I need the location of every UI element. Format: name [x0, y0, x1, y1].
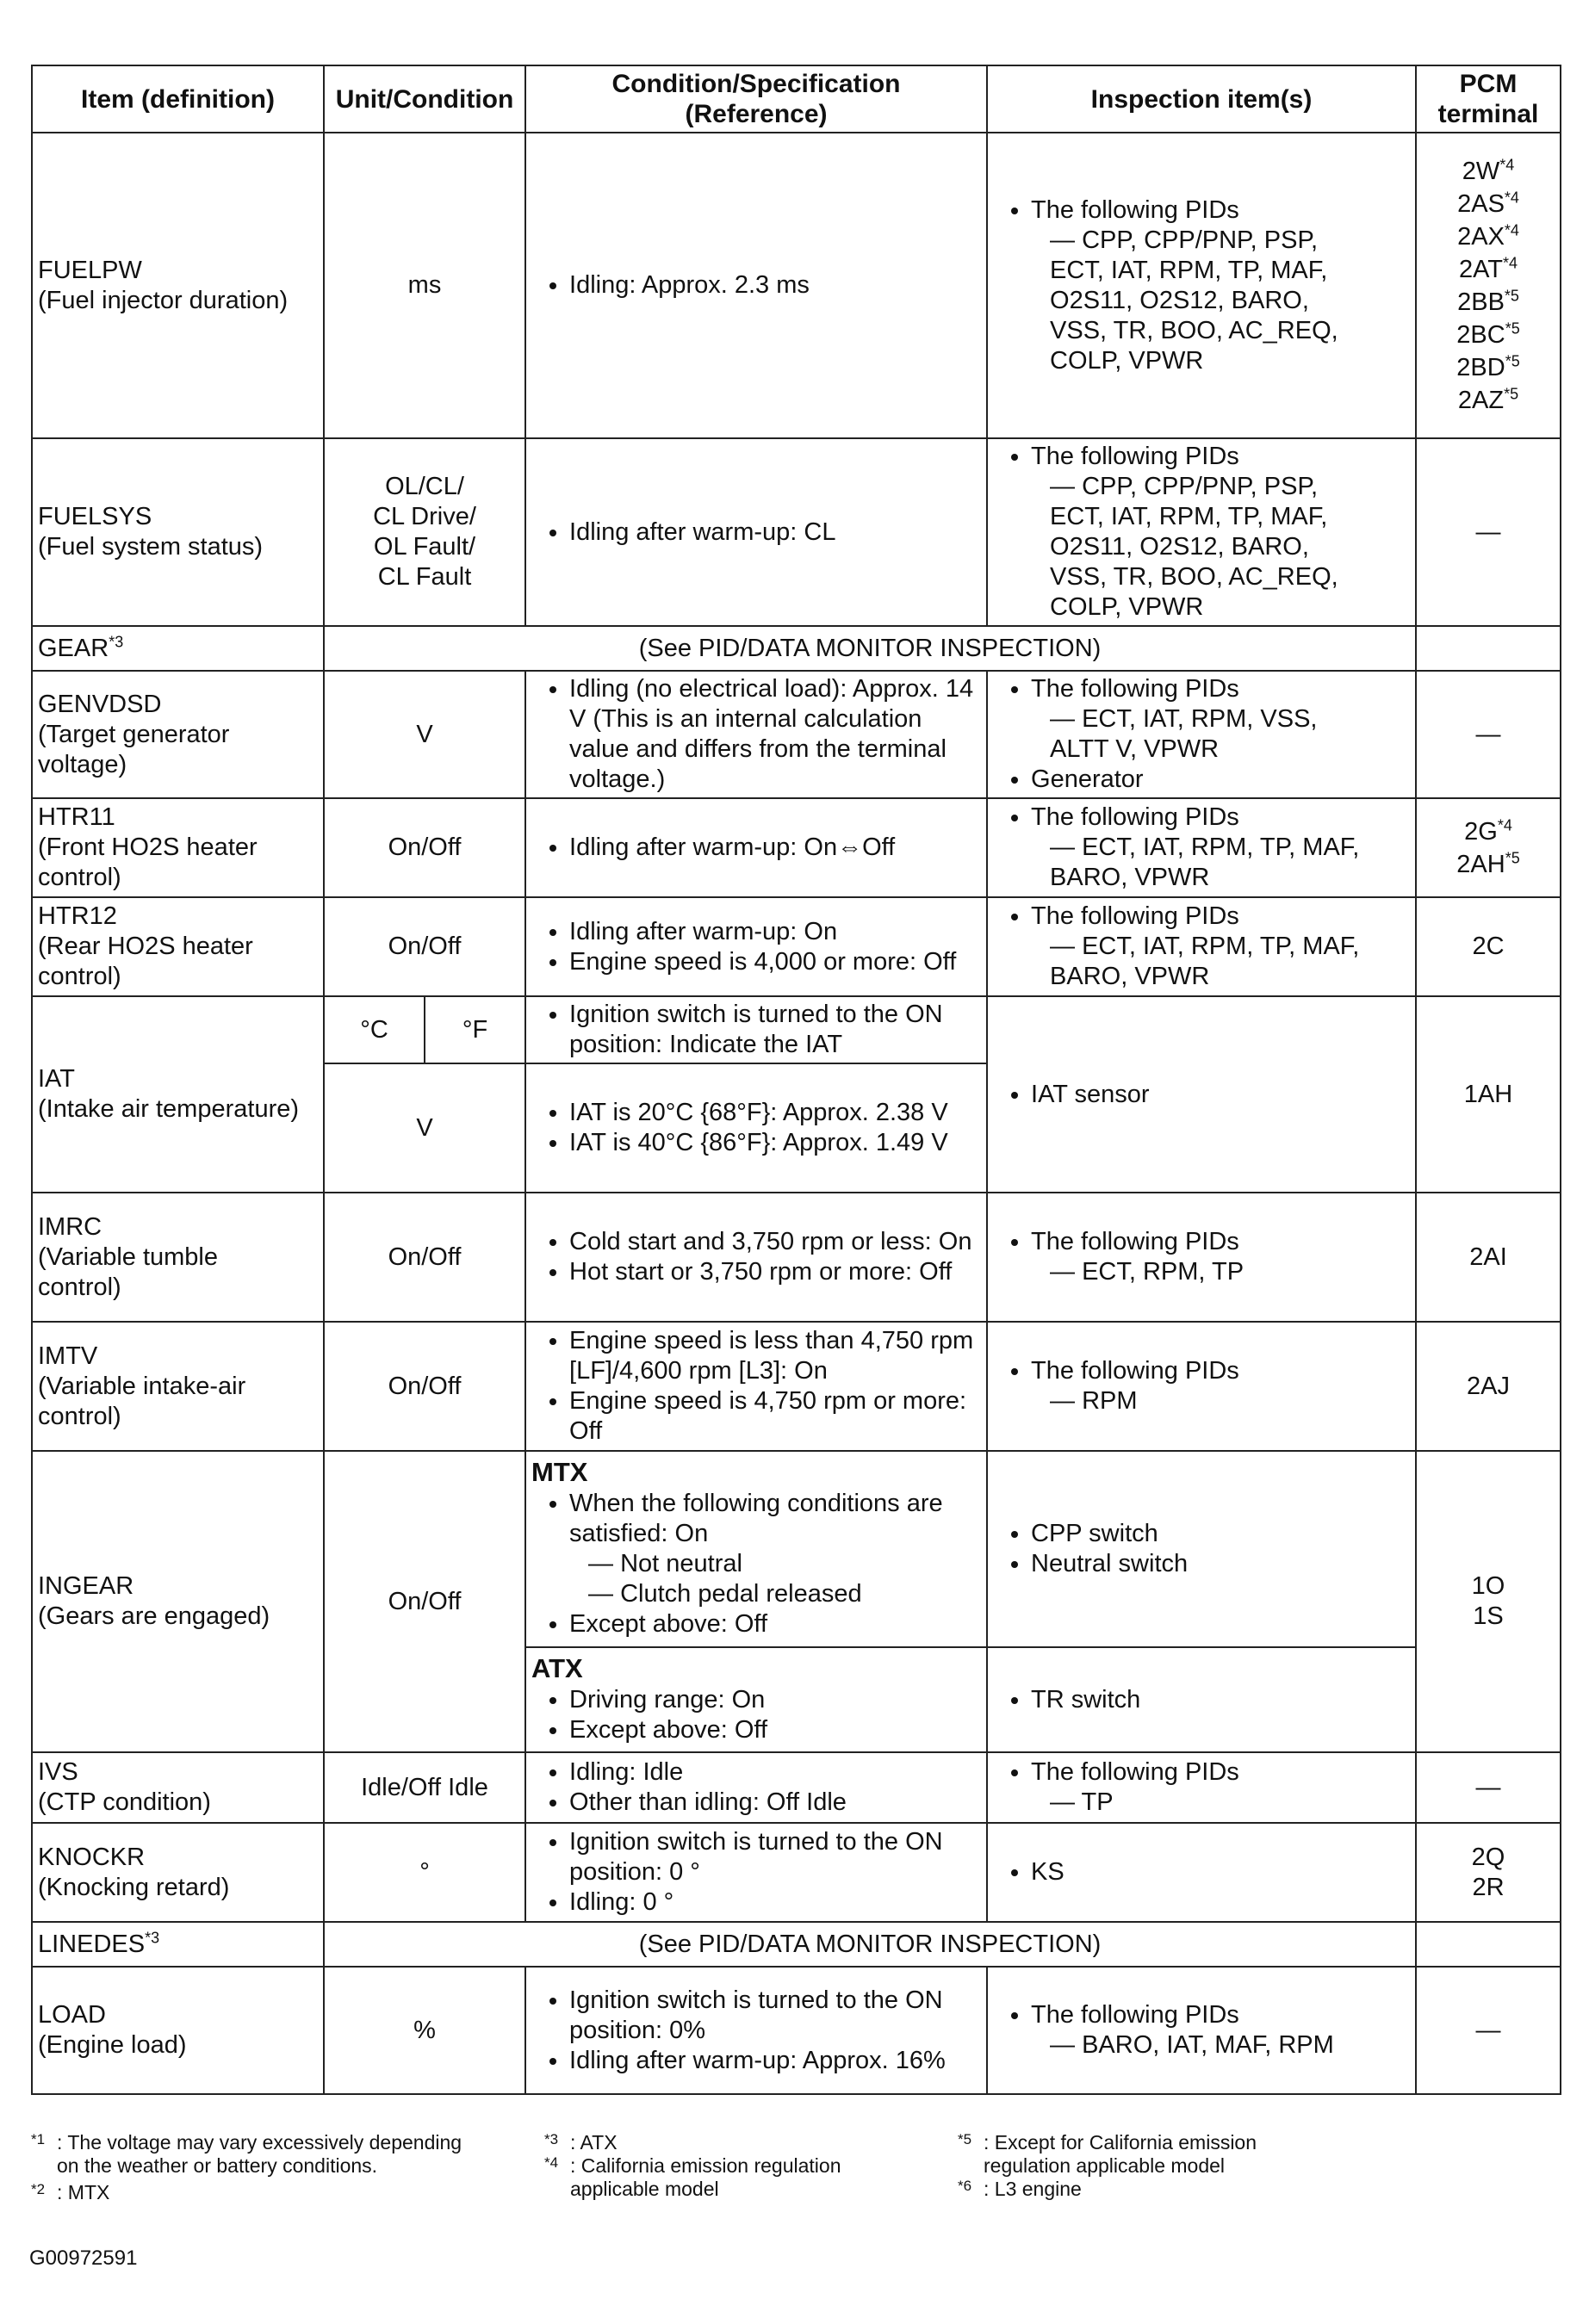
item-cell: KNOCKR (Knocking retard)	[32, 1823, 324, 1922]
list-item: • Idling: Idle	[569, 1757, 981, 1788]
unit-cell: On/Off	[324, 798, 525, 897]
unit-celsius: °C	[324, 996, 425, 1063]
inspection-cell	[987, 996, 1416, 1193]
inspection-head: The following PIDs	[1031, 443, 1239, 470]
list-item: • Ignition switch is turned to the ON position: 0%	[569, 1986, 981, 2046]
footnote-text: : The voltage may vary excessively depending on the weather or battery conditions.	[57, 2131, 462, 2177]
header-row	[32, 65, 1561, 133]
see-inspection-cell: (See PID/DATA MONITOR INSPECTION)	[324, 626, 1416, 671]
condition-cell	[525, 671, 987, 798]
mtx-heading: MTX	[531, 1457, 588, 1487]
table-row	[32, 438, 1561, 626]
inspection-cell	[987, 798, 1416, 897]
footnote-ref: *3	[145, 1928, 160, 1946]
list-item: • Idling after warm-up: On	[569, 917, 981, 947]
condition-cell	[525, 1193, 987, 1322]
inspection-pids: — CPP, CPP/PNP, PSP, ECT, IAT, RPM, TP, MAF, O2S11, O2S12, BARO, VSS, TR, BOO, AC_REQ, COLP, VPWR	[1050, 473, 1338, 621]
table-row	[32, 1823, 1561, 1922]
table-row	[32, 671, 1561, 798]
list-item: • Idling: Approx. 2.3 ms	[569, 270, 981, 301]
footnote-mark: *6	[958, 2178, 972, 2194]
see-inspection-cell: (See PID/DATA MONITOR INSPECTION)	[324, 1922, 1416, 1967]
table-row	[32, 798, 1561, 897]
inspection-cell	[987, 1752, 1416, 1823]
footnote-text: : L3 engine	[984, 2178, 1082, 2200]
item-cell: HTR11 (Front HO2S heater control)	[32, 798, 324, 897]
inspection-cell	[987, 1322, 1416, 1451]
footnote-ref: *3	[109, 632, 124, 650]
list-item: • Neutral switch	[1031, 1549, 1410, 1579]
footnote-text: : ATX	[570, 2131, 618, 2154]
condition-cell	[525, 133, 987, 438]
pcm-cell: 2C	[1416, 897, 1561, 996]
inspection-cell	[987, 671, 1416, 798]
pcm-cell	[1416, 1922, 1561, 1967]
item-cell: HTR12 (Rear HO2S heater control)	[32, 897, 324, 996]
item-cell: IMRC (Variable tumble control)	[32, 1193, 324, 1322]
footnote-ref: *4	[1499, 155, 1515, 173]
list-item: • Idling after warm-up: On⇔Off	[569, 833, 981, 863]
unit-cell: On/Off	[324, 1451, 525, 1752]
list-item: • Idling after warm-up: CL	[569, 517, 981, 548]
inspection-item: • KS	[1031, 1857, 1410, 1887]
footnote-text: : California emission regulation applicable model	[570, 2154, 841, 2200]
footnote-mark: *5	[958, 2131, 972, 2147]
table-row	[32, 897, 1561, 996]
pcm-terminal: 2AT$^{*4}$	[1458, 253, 1518, 283]
inspection-head: The following PIDs	[1031, 2001, 1239, 2029]
inspection-pids: — TP	[1050, 1788, 1114, 1816]
list-item: • Other than idling: Off Idle	[569, 1788, 981, 1818]
unit-fahrenheit: °F	[425, 996, 525, 1063]
list-item: • Except above: Off	[569, 1715, 981, 1745]
header-pcm: PCM terminal	[1416, 65, 1561, 133]
table-row	[32, 626, 1561, 671]
header-inspection: Inspection item(s)	[987, 65, 1416, 133]
unit-cell: ms	[324, 133, 525, 438]
inspection-pids: — ECT, RPM, TP	[1050, 1258, 1245, 1286]
pcm-cell: 1O 1S	[1416, 1451, 1561, 1752]
list-item: • Engine speed is 4,750 rpm or more: Off	[569, 1386, 981, 1447]
inspection-head: The following PIDs	[1031, 195, 1239, 224]
pcm-cell: —	[1416, 1752, 1561, 1823]
pcm-cell	[1416, 798, 1561, 897]
list-item: • Engine speed is 4,000 or more: Off	[569, 947, 981, 977]
condition-cell	[525, 798, 987, 897]
footnote-ref: *4	[1503, 253, 1518, 271]
footnote-1	[31, 2131, 548, 2178]
unit-cell: V	[324, 671, 525, 798]
list-item: • CPP switch	[1031, 1519, 1410, 1549]
list-item: • IAT is 40°C {86°F}: Approx. 1.49 V	[569, 1128, 981, 1158]
inspection-cell	[987, 1193, 1416, 1322]
inspection-cell	[987, 438, 1416, 626]
table-row	[32, 1752, 1561, 1823]
item-cell	[32, 626, 324, 671]
list-item: • Driving range: On	[569, 1685, 981, 1715]
condition-cell	[525, 1752, 987, 1823]
footnote-ref: *5	[1504, 384, 1519, 402]
footnote-6	[958, 2178, 1354, 2201]
pcm-terminal: 2AH$^{*5}$	[1456, 848, 1520, 878]
unit-cell: V	[324, 1063, 525, 1193]
condition-cell	[525, 996, 987, 1063]
footnote-ref: *5	[1505, 351, 1520, 369]
inspection-cell	[987, 1823, 1416, 1922]
inspection-head: The following PIDs	[1031, 1357, 1239, 1385]
footnote-mark: *2	[31, 2181, 46, 2197]
footnote-mark: *1	[31, 2131, 46, 2147]
inspection-extra: • Generator	[1031, 765, 1410, 795]
item-label: GEAR	[38, 634, 109, 662]
header-item: Item (definition)	[32, 65, 324, 133]
inspection-pids: — ECT, IAT, RPM, VSS, ALTT V, VPWR	[1050, 705, 1318, 763]
footnote-text: : MTX	[57, 2181, 110, 2203]
pcm-terminal: 2BC$^{*5}$	[1456, 319, 1520, 349]
mtx-subconditions: — Not neutral — Clutch pedal released	[588, 1550, 862, 1608]
footnote-ref: *5	[1505, 319, 1520, 337]
unit-cell: °	[324, 1823, 525, 1922]
item-cell: INGEAR (Gears are engaged)	[32, 1451, 324, 1752]
inspection-cell	[987, 897, 1416, 996]
footnote-ref: *4	[1497, 815, 1512, 834]
condition-cell	[525, 438, 987, 626]
condition-cell	[525, 1967, 987, 2094]
list-item: • Cold start and 3,750 rpm or less: On	[569, 1227, 981, 1257]
inspection-cell	[987, 133, 1416, 438]
list-item: • Hot start or 3,750 rpm or more: Off	[569, 1257, 981, 1287]
pcm-cell: 2AI	[1416, 1193, 1561, 1322]
item-cell: FUELSYS (Fuel system status)	[32, 438, 324, 626]
list-item: • Engine speed is less than 4,750 rpm [LF]/4,600 rpm [L3]: On	[569, 1326, 981, 1386]
header-condition: Condition/Specification (Reference)	[525, 65, 987, 133]
list-item: • TR switch	[1031, 1685, 1410, 1715]
footnote-mark: *3	[544, 2131, 559, 2147]
table-row	[32, 1193, 1561, 1322]
condition-cell	[525, 1322, 987, 1451]
inspection-head: The following PIDs	[1031, 803, 1239, 831]
atx-heading: ATX	[531, 1652, 583, 1683]
inspection-cell	[987, 1967, 1416, 2094]
pid-table	[31, 65, 1561, 2095]
footnote-ref: *5	[1504, 286, 1519, 304]
item-cell: IVS (CTP condition)	[32, 1752, 324, 1823]
pcm-cell: —	[1416, 1967, 1561, 2094]
item-cell: IAT (Intake air temperature)	[32, 996, 324, 1193]
unit-cell: On/Off	[324, 1322, 525, 1451]
header-unit: Unit/Condition	[324, 65, 525, 133]
footnote-mark: *4	[544, 2154, 559, 2171]
mtx-condition: When the following conditions are satisfied: On	[569, 1490, 943, 1547]
inspection-pids: — RPM	[1050, 1387, 1138, 1415]
pcm-terminal: $2W^{*4}$	[1462, 155, 1515, 185]
unit-cell: OL/CL/ CL Drive/ OL Fault/ CL Fault	[324, 438, 525, 626]
pcm-terminal: 2AZ$^{*5}$	[1457, 384, 1519, 414]
footnote-3	[544, 2131, 940, 2154]
item-cell: IMTV (Variable intake-air control)	[32, 1322, 324, 1451]
inspection-pids: — ECT, IAT, RPM, TP, MAF, BARO, VPWR	[1050, 933, 1360, 990]
unit-cell: %	[324, 1967, 525, 2094]
condition-cell-atx	[525, 1647, 987, 1752]
inspection-pids: — ECT, IAT, RPM, TP, MAF, BARO, VPWR	[1050, 834, 1360, 891]
inspection-head: The following PIDs	[1031, 675, 1239, 703]
pcm-cell: —	[1416, 438, 1561, 626]
footnote-ref: *4	[1504, 188, 1519, 206]
document-id: G00972591	[29, 2247, 138, 2270]
inspection-head: The following PIDs	[1031, 1758, 1239, 1786]
pcm-terminal: 2BB$^{*5}$	[1457, 286, 1519, 316]
list-item: • IAT is 20°C {68°F}: Approx. 2.38 V	[569, 1098, 981, 1128]
inspection-cell-atx	[987, 1647, 1416, 1752]
list-item: • Idling after warm-up: Approx. 16%	[569, 2046, 981, 2076]
mtx-else: • Except above: Off	[569, 1609, 981, 1639]
inspection-pids: — CPP, CPP/PNP, PSP, ECT, IAT, RPM, TP, MAF, O2S11, O2S12, BARO, VSS, TR, BOO, AC_REQ, COLP, VPWR	[1050, 226, 1338, 375]
footnote-2	[31, 2181, 548, 2204]
inspection-head: The following PIDs	[1031, 902, 1239, 930]
unit-cell: Idle/Off Idle	[324, 1752, 525, 1823]
pcm-cell	[1416, 626, 1561, 671]
item-cell: FUELPW (Fuel injector duration)	[32, 133, 324, 438]
pcm-cell: 1AH	[1416, 996, 1561, 1193]
pcm-terminal: 2BD$^{*5}$	[1456, 351, 1520, 381]
item-cell: GENVDSD (Target generator voltage)	[32, 671, 324, 798]
list-item: • Idling (no electrical load): Approx. 14 V (This is an internal calculation value and differs from the terminal voltage.)	[569, 674, 981, 795]
pcm-cell: —	[1416, 671, 1561, 798]
table-row	[32, 1322, 1561, 1451]
inspection-pids: — BARO, IAT, MAF, RPM	[1050, 2031, 1334, 2059]
item-label: LINEDES	[38, 1930, 146, 1958]
unit-cell: On/Off	[324, 1193, 525, 1322]
pcm-cell: 2Q 2R	[1416, 1823, 1561, 1922]
pcm-terminal: $2G^{*4}$	[1464, 815, 1512, 846]
inspection-head: The following PIDs	[1031, 1228, 1239, 1255]
item-cell: LOAD (Engine load)	[32, 1967, 324, 2094]
pcm-cell	[1416, 133, 1561, 438]
footnote-ref: *4	[1504, 220, 1519, 239]
footnote-5	[958, 2131, 1354, 2178]
item-cell	[32, 1922, 324, 1967]
list-item: • Ignition switch is turned to the ON position: Indicate the IAT	[569, 1000, 981, 1060]
pcm-cell: 2AJ	[1416, 1322, 1561, 1451]
condition-cell	[525, 897, 987, 996]
table-row	[32, 1922, 1561, 1967]
footnote-ref: *5	[1505, 848, 1520, 866]
spec-sheet	[31, 65, 1560, 2095]
footnote-4	[544, 2154, 940, 2201]
unit-cell: On/Off	[324, 897, 525, 996]
table-row	[32, 996, 1561, 1063]
condition-cell	[525, 1823, 987, 1922]
list-item: • Ignition switch is turned to the ON position: 0 °	[569, 1827, 981, 1887]
inspection-cell-mtx	[987, 1451, 1416, 1647]
inspection-item: • IAT sensor	[1031, 1080, 1410, 1110]
condition-cell-mtx	[525, 1451, 987, 1647]
footnote-text: : Except for California emission regulation applicable model	[984, 2131, 1257, 2177]
list-item: • Idling: 0 °	[569, 1887, 981, 1918]
table-row	[32, 1967, 1561, 2094]
condition-cell	[525, 1063, 987, 1193]
table-row	[32, 1451, 1561, 1647]
table-row	[32, 133, 1561, 438]
pcm-terminal: 2AX$^{*4}$	[1457, 220, 1519, 251]
pcm-terminal: 2AS$^{*4}$	[1457, 188, 1519, 218]
